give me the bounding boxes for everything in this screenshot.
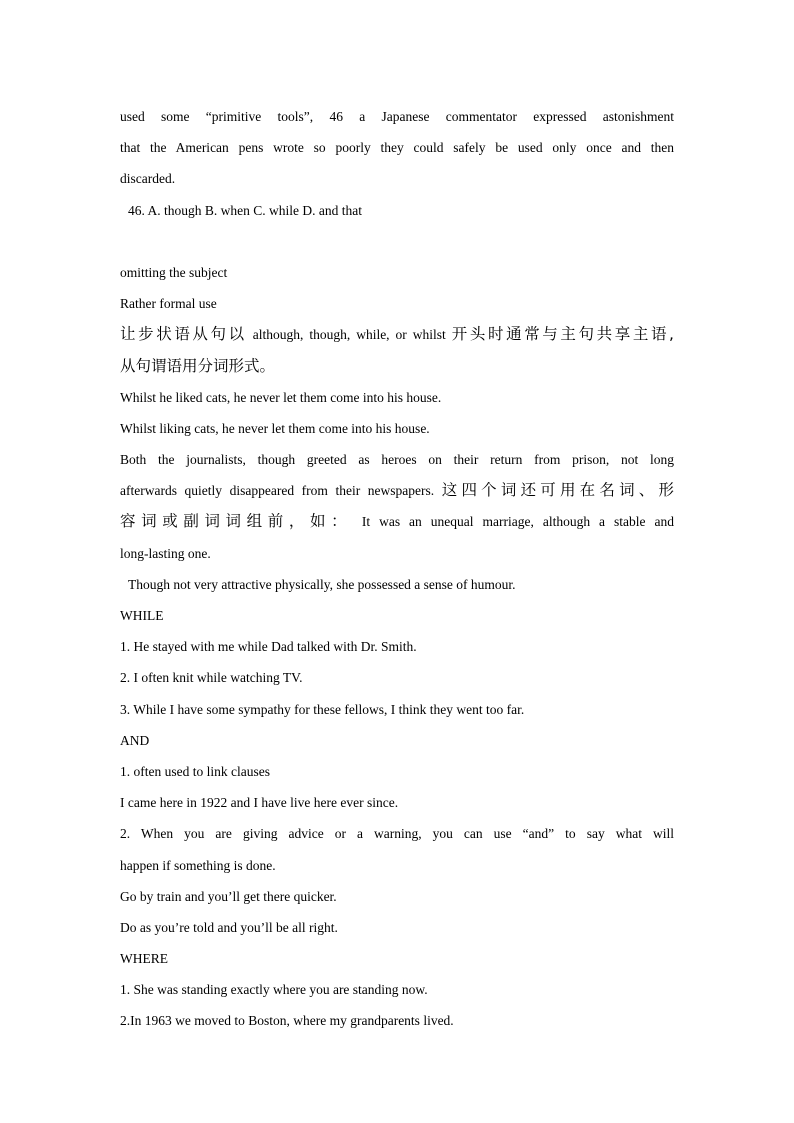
list-item: 3. While I have some sympathy for these fellows, I think they went too far. [120,701,525,717]
example-sentence: Though not very attractive physically, she possessed a sense of humour. [128,576,516,592]
list-item: 1. often used to link clauses [120,763,270,779]
example-sentence: I came here in 1922 and I have live here ever since. [120,795,399,811]
concessive-rule-line: 让步状语从句以 although, though, while, or whilst 开头时通常与主句共享主语, [120,325,674,344]
list-item: 2.In 1963 we moved to Boston, where my grandparents lived. [120,1013,454,1029]
list-item: 2. When you are giving advice or a warning, you can use “and” to say what will [120,826,674,842]
list-item: 2. I often knit while watching TV. [120,670,303,686]
question-options: 46. A. though B. when C. while D. and that [128,202,362,218]
section-heading-and: AND [120,732,150,748]
paragraph-line: that the American pens wrote so poorly they could safely be used only once and then [120,140,674,156]
list-item: 1. She was standing exactly where you are standing now. [120,982,428,998]
paragraph-line: discarded. [120,171,176,187]
document-page [120,101,674,1037]
example-sentence: Go by train and you’ll get there quicker. [120,888,337,904]
list-item: 1. He stayed with me while Dad talked with Dr. Smith. [120,639,417,655]
paragraph-line: used some “primitive tools”, 46 a Japanese commentator expressed astonishment [120,109,674,124]
spacer [120,226,674,257]
concessive-rule-line: 从句谓语用分词形式。 [120,356,276,375]
example-sentence: Do as you’re told and you’ll be all right. [120,919,338,935]
list-item: happen if something is done. [120,857,276,873]
mixed-line: 容词或副词词组前，如： It was an unequal marriage, although a stable and [120,512,674,531]
example-sentence: Whilst he liked cats, he never let them come into his house. [120,389,442,405]
section-heading-while: WHILE [120,608,164,623]
mixed-line: afterwards quietly disappeared from their newspapers. 这四个词还可用在名词、形 [120,481,674,500]
section-note: Rather formal use [120,296,217,312]
example-sentence: Both the journalists, though greeted as heroes on their return from prison, not long [120,452,674,468]
section-note: omitting the subject [120,264,228,280]
example-sentence: long-lasting one. [120,545,211,561]
example-sentence: Whilst liking cats, he never let them come into his house. [120,420,430,436]
section-heading-where: WHERE [120,951,168,967]
